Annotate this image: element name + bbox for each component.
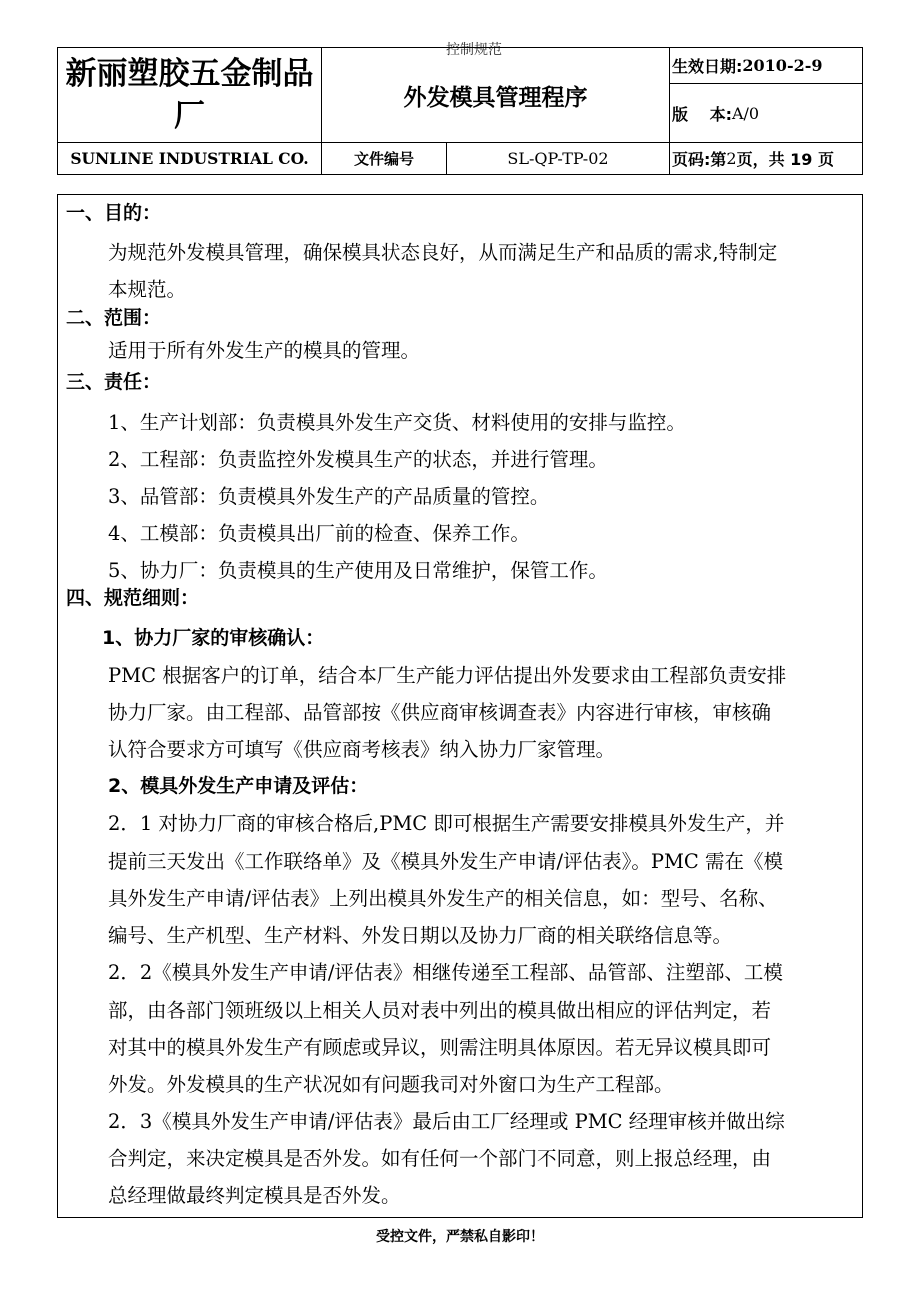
document-title: 外发模具管理程序: [322, 48, 670, 143]
document-body: [57, 194, 863, 1218]
doc-number-label: 文件编号: [322, 143, 447, 174]
list-item: 1、生产计划部：负责模具外发生产交货、材料使用的安排与监控。: [108, 411, 686, 434]
body-line: 协力厂家。由工程部、品管部按《供应商审核调查表》内容进行审核，审核确: [108, 701, 772, 724]
subsection-heading: 2、模具外发生产申请及评估：: [108, 775, 369, 797]
body-line: 2．2《模具外发生产申请/评估表》相继传递至工程部、品管部、注塑部、工模: [108, 961, 783, 984]
section-heading-scope: 二、范围：: [66, 307, 162, 329]
doc-number-value: SL-QP-TP-02: [447, 143, 670, 174]
section-heading-rules: 四、规范细则：: [66, 587, 200, 609]
list-item: 5、协力厂：负责模具的生产使用及日常维护，保管工作。: [108, 559, 608, 582]
company-name-cn: [58, 48, 322, 143]
body-line: 具外发生产申请/评估表》上列出模具外发生产的相关信息，如：型号、名称、: [108, 887, 778, 910]
page-suffix: 页，共 19 页: [736, 150, 835, 169]
body-line: 适用于所有外发生产的模具的管理。: [108, 339, 421, 362]
body-line: 对其中的模具外发生产有顾虑或异议，则需注明具体原因。若无异议模具即可: [108, 1036, 772, 1059]
company-name-cn-line1: 新丽塑胶五金制品: [65, 56, 314, 92]
effective-date-label: 生效日期:: [672, 57, 743, 76]
subsection-heading: 1、协力厂家的审核确认：: [102, 627, 325, 649]
body-line: 部，由各部门领班级以上相关人员对表中列出的模具做出相应的评估判定，若: [108, 999, 772, 1022]
version: [670, 84, 862, 143]
body-line: 总经理做最终判定模具是否外发。: [108, 1184, 401, 1207]
document-header-table: [57, 47, 863, 175]
effective-date: [670, 48, 862, 84]
body-line: 外发。外发模具的生产状况如有问题我司对外窗口为生产工程部。: [108, 1073, 674, 1096]
version-label: 版 本:: [672, 104, 732, 124]
page-prefix: 页码:第: [672, 150, 727, 169]
body-line: 编号、生产机型、生产材料、外发日期以及协力厂商的相关联络信息等。: [108, 924, 733, 947]
body-line: 合判定，来决定模具是否外发。如有任何一个部门不同意，则上报总经理，由: [108, 1147, 772, 1170]
watermark-text: 控制规范: [446, 42, 502, 58]
body-line: 本规范。: [108, 278, 187, 301]
body-line: PMC 根据客户的订单，结合本厂生产能力评估提出外发要求由工程部负责安排: [108, 664, 787, 687]
section-heading-purpose: 一、目的：: [66, 202, 162, 224]
body-line: 2．1 对协力厂商的审核合格后,PMC 即可根据生产需要安排模具外发生产，并: [108, 812, 785, 835]
company-name-cn-line2: 厂: [174, 98, 205, 134]
list-item: 3、品管部：负责模具外发生产的产品质量的管控。: [108, 485, 550, 508]
body-line: 2．3《模具外发生产申请/评估表》最后由工厂经理或 PMC 经理审核并做出综: [108, 1110, 785, 1133]
controlled-document-footer: 受控文件，严禁私自影印！: [376, 1229, 544, 1245]
company-name-en: SUNLINE INDUSTRIAL CO.: [58, 143, 322, 174]
body-line: 为规范外发模具管理，确保模具状态良好，从而满足生产和品质的需求,特制定: [108, 241, 778, 264]
body-line: 认符合要求方可填写《供应商考核表》纳入协力厂家管理。: [108, 738, 616, 761]
section-heading-responsibility: 三、责任：: [66, 371, 162, 393]
list-item: 4、工模部：负责模具出厂前的检查、保养工作。: [108, 522, 530, 545]
page-info: [670, 143, 862, 174]
page-current: 2: [726, 149, 737, 168]
effective-date-value: 2010-2-9: [742, 56, 823, 75]
list-item: 2、工程部：负责监控外发模具生产的状态，并进行管理。: [108, 448, 608, 471]
body-line: 提前三天发出《工作联络单》及《模具外发生产申请/评估表》。PMC 需在《模: [108, 850, 784, 873]
version-value: A/0: [731, 103, 760, 123]
